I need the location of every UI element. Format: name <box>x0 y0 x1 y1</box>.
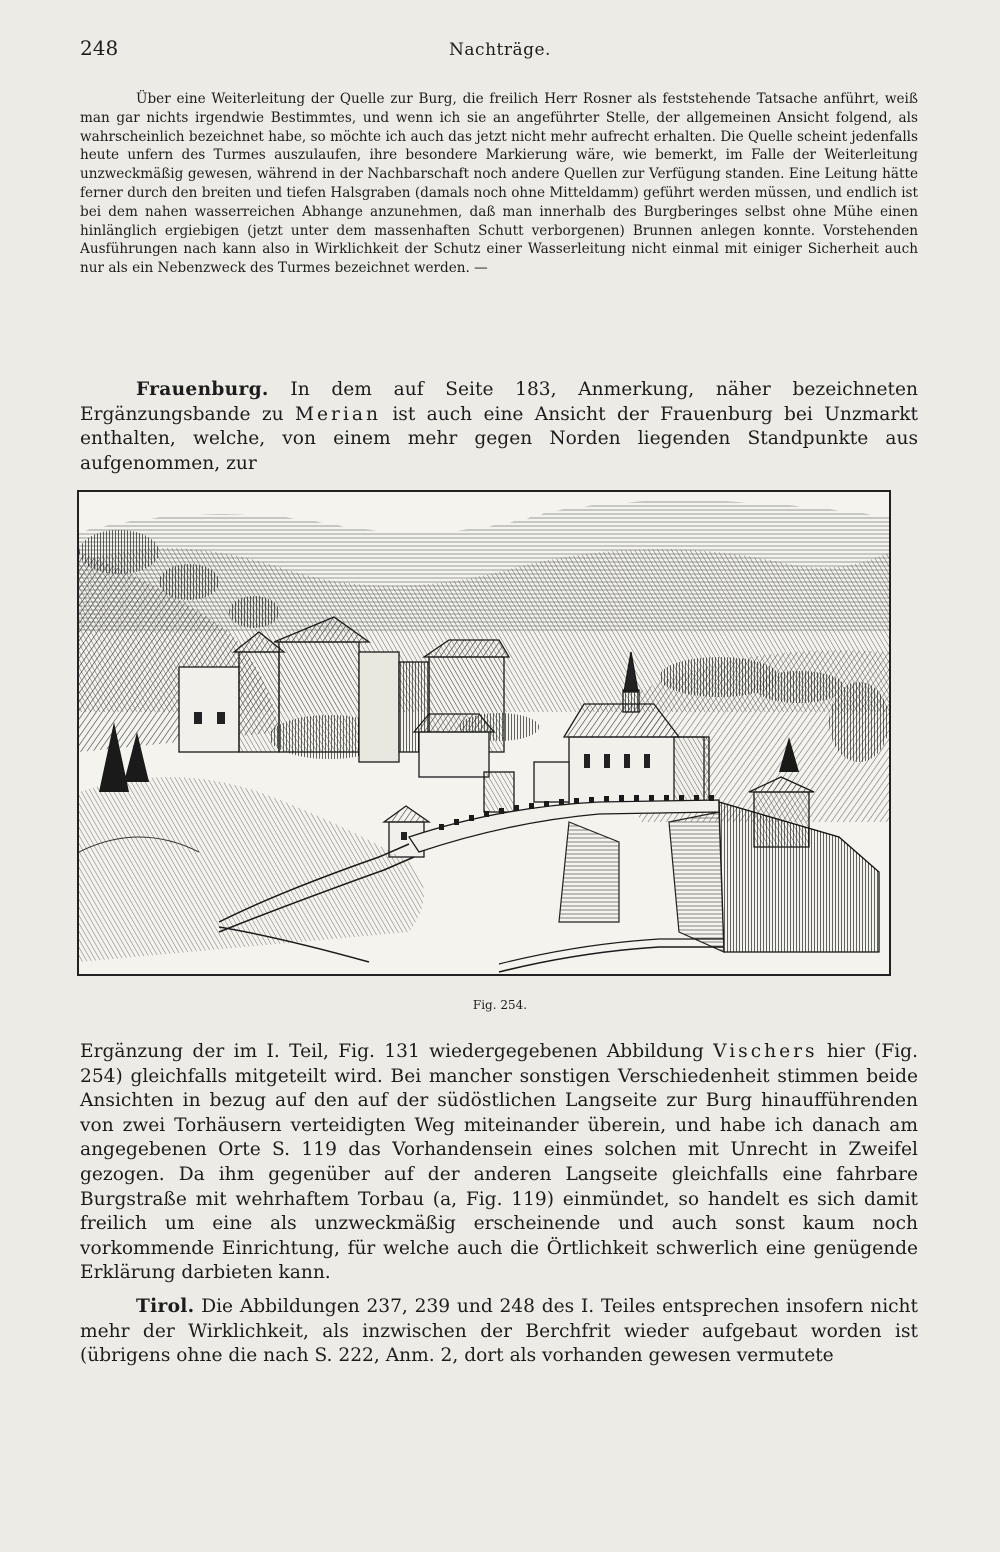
figure-engraving-frauenburg <box>77 490 891 976</box>
paragraph-text: ist auch eine Ansicht der Frauenburg bei Unzmarkt enthalten, welche, von einem mehr gegen Norden liegenden Standpunkte aus aufgenommen, zur <box>80 403 919 474</box>
paragraph-text: Die Abbildungen 237, 239 und 248 des I. Teiles entsprechen insofern nicht mehr der Wirklichkeit, als inzwischen der Berchfrit wieder aufgebaut worden ist (übrigens ohne die nach S. 222, Anm. 2, dort als vorhanden gewesen vermutete <box>80 1296 918 1367</box>
name-merian: Merian <box>295 403 381 425</box>
paragraph-text: In dem auf Seite 183, Anmerkung, näher bezeichneten Ergänzungsbande zu <box>80 379 918 425</box>
paragraph-frauenburg <box>80 378 918 476</box>
paragraph-water-conduit: Über eine Weiterleitung der Quelle zur Burg, die freilich Herr Rosner als feststehende Tatsache anführt, weiß man gar nichts irgendwie Bestimmtes, und wenn ich sie an angeführter Stelle, der allgemeinen Ansicht folgend, als wahrscheinlich bezeichnet habe, so möchte ich auch das jetzt nicht mehr aufrecht erhalten. Die Quelle scheint jedenfalls heute unfern des Turmes auszulaufen, ihre besondere Markierung wäre, wie bemerkt, im Falle der Weiterleitung unzweckmäßig gewesen, während in der Nachbarschaft noch andere Quellen zur Verfügung standen. Eine Leitung hätte ferner durch den breiten und tiefen Halsgraben (damals noch ohne Mitteldamm) geführt werden müssen, und endlich ist bei dem nahen wasserreichen Abhange anzunehmen, daß man innerhalb des Burgberinges selbst ohne Mühe einen hinlänglich ergiebigen (jetzt unter dem massenhaften Schutt verborgenen) Brunnen anlegen konnte. Vorstehenden Ausführungen nach kann also in Wirklichkeit der Schutz einer Wasserleitung nicht einmal mit einiger Sicherheit auch nur als ein Nebenzweck des Turmes bezeichnet werden. — <box>80 91 918 277</box>
page-number: 248 <box>80 36 119 60</box>
paragraph-comparison <box>80 1040 918 1286</box>
running-head: Nachträge. <box>449 40 551 60</box>
paragraph-text: hier (Fig. 254) gleichfalls mitgeteilt wird. Bei mancher sonstigen Verschiedenheit stimmen beide Ansichten in bezug auf den auf der südöstlichen Langseite zur Burg hinaufführenden von zwei Torhäusern verteidigten Weg miteinander überein, und habe ich danach am angegebenen Orte S. 119 das Vorhandensein eines solchen mit Unrecht in Zweifel gezogen. Da ihm gegenüber auf der anderen Langseite gleichfalls eine fahrbare Burgstraße mit wehrhaftem Torbau (a, Fig. 119) einmündet, so handelt es sich damit freilich um eine als unzweckmäßig erscheinende und auch sonst kaum noch vorkommende Einrichtung, für welche auch die Örtlichkeit schwerlich eine genügende Erklärung darbieten kann. <box>80 1041 918 1284</box>
section-lead-tirol: Tirol. <box>136 1296 195 1317</box>
figure-caption: Fig. 254. <box>472 998 528 1012</box>
paragraph-text: Ergänzung der im I. Teil, Fig. 131 wiedergegebenen Abbildung <box>80 1041 714 1062</box>
section-lead-frauenburg: Frauenburg. <box>136 379 269 400</box>
castle-engraving-illustration <box>79 492 889 974</box>
page-header <box>80 36 920 66</box>
paragraph-tirol <box>80 1295 918 1369</box>
name-vischers: Vischers <box>713 1041 818 1062</box>
